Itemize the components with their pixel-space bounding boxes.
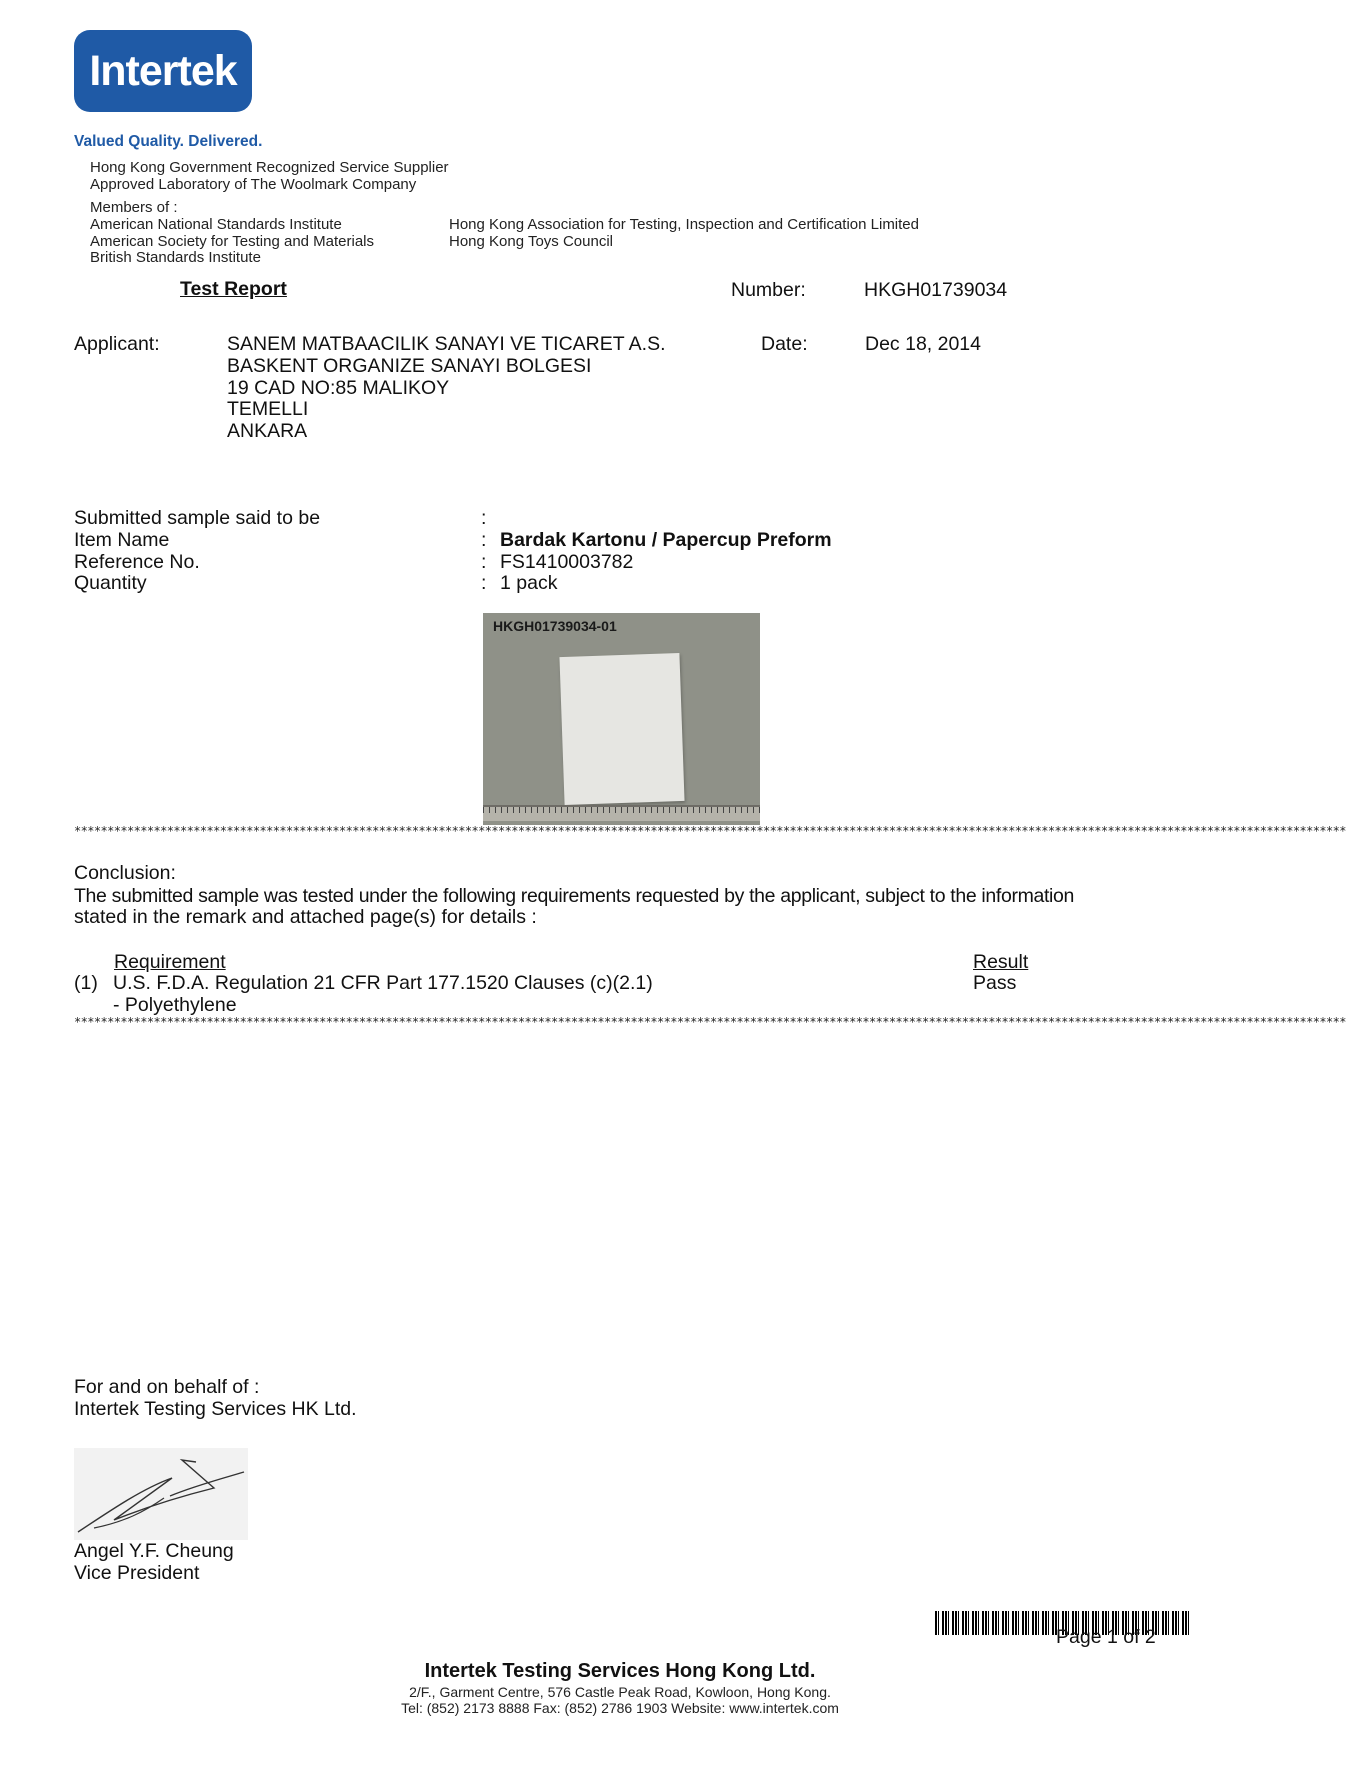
signature-scribble [74, 1448, 248, 1540]
applicant-line-1: SANEM MATBAACILIK SANAYI VE TICARET A.S. [227, 333, 666, 355]
reference-label: Reference No. [74, 551, 200, 573]
requirement-text-cont: - Polyethylene [113, 994, 237, 1016]
result-header: Result [973, 951, 1029, 973]
item-name-label: Item Name [74, 529, 170, 551]
divider-top: ************************************************************************************************************************************************************************************************ [74, 824, 1346, 838]
signature [74, 1448, 248, 1540]
signatory-title: Vice President [74, 1562, 200, 1584]
applicant-line-4: TEMELLI [227, 398, 309, 420]
requirement-number: (1) [74, 972, 98, 994]
sample-photo [483, 613, 760, 825]
number-value: HKGH01739034 [864, 279, 1008, 301]
member-right-1: Hong Kong Association for Testing, Inspection and Certification Limited [449, 216, 919, 233]
date-value: Dec 18, 2014 [865, 333, 982, 355]
member-left-2: American Society for Testing and Materials [90, 233, 375, 250]
recognition-line-2: Approved Laboratory of The Woolmark Company [90, 176, 417, 193]
signatory-name: Angel Y.F. Cheung [74, 1540, 234, 1562]
footer-address: 2/F., Garment Centre, 576 Castle Peak Road, Kowloon, Hong Kong. [409, 1684, 831, 1700]
number-label: Number: [731, 279, 806, 301]
requirement-text: U.S. F.D.A. Regulation 21 CFR Part 177.1520 Clauses (c)(2.1) [113, 972, 653, 994]
quantity-colon: : [481, 572, 487, 594]
date-label: Date: [761, 333, 808, 355]
papercup-preform-sheet [559, 653, 684, 805]
conclusion-heading: Conclusion: [74, 862, 176, 884]
item-name-value: Bardak Kartonu / Papercup Preform [500, 529, 832, 551]
recognition-line-1: Hong Kong Government Recognized Service Supplier [90, 159, 449, 176]
quantity-value: 1 pack [500, 572, 558, 594]
applicant-line-5: ANKARA [227, 420, 308, 442]
said-to-be-label: Submitted sample said to be [74, 507, 321, 529]
applicant-line-3: 19 CAD NO:85 MALIKOY [227, 377, 450, 399]
applicant-line-2: BASKENT ORGANIZE SANAYI BOLGESI [227, 355, 592, 377]
result-value: Pass [973, 972, 1017, 994]
divider-bottom: ************************************************************************************************************************************************************************************************ [74, 1015, 1346, 1029]
member-left-1: American National Standards Institute [90, 216, 342, 233]
reference-colon: : [481, 551, 487, 573]
page-number: Page 1 of 2 [1056, 1626, 1156, 1648]
applicant-label: Applicant: [74, 333, 160, 355]
tagline: Valued Quality. Delivered. [74, 133, 263, 150]
logo-text: Intertek [89, 46, 237, 95]
ruler-marks [483, 807, 760, 813]
said-to-be-colon: : [481, 507, 487, 529]
member-left-3: British Standards Institute [90, 249, 261, 266]
footer-company: Intertek Testing Services Hong Kong Ltd. [424, 1660, 816, 1682]
behalf-line-1: For and on behalf of : [74, 1376, 260, 1398]
report-title: Test Report [180, 278, 287, 300]
requirement-header: Requirement [114, 951, 226, 973]
sample-photo-label: HKGH01739034-01 [493, 618, 617, 634]
item-name-colon: : [481, 529, 487, 551]
footer-contact: Tel: (852) 2173 8888 Fax: (852) 2786 1903 Website: www.intertek.com [401, 1700, 839, 1716]
behalf-line-2: Intertek Testing Services HK Ltd. [74, 1398, 357, 1420]
member-right-2: Hong Kong Toys Council [449, 233, 613, 250]
quantity-label: Quantity [74, 572, 147, 594]
conclusion-text-line-1: The submitted sample was tested under the following requirements requested by the applicant, subject to the information [74, 885, 1075, 907]
intertek-logo [74, 30, 252, 112]
conclusion-text-line-2: stated in the remark and attached page(s) for details : [74, 906, 537, 928]
reference-value: FS1410003782 [500, 551, 634, 573]
members-label: Members of : [90, 199, 178, 216]
